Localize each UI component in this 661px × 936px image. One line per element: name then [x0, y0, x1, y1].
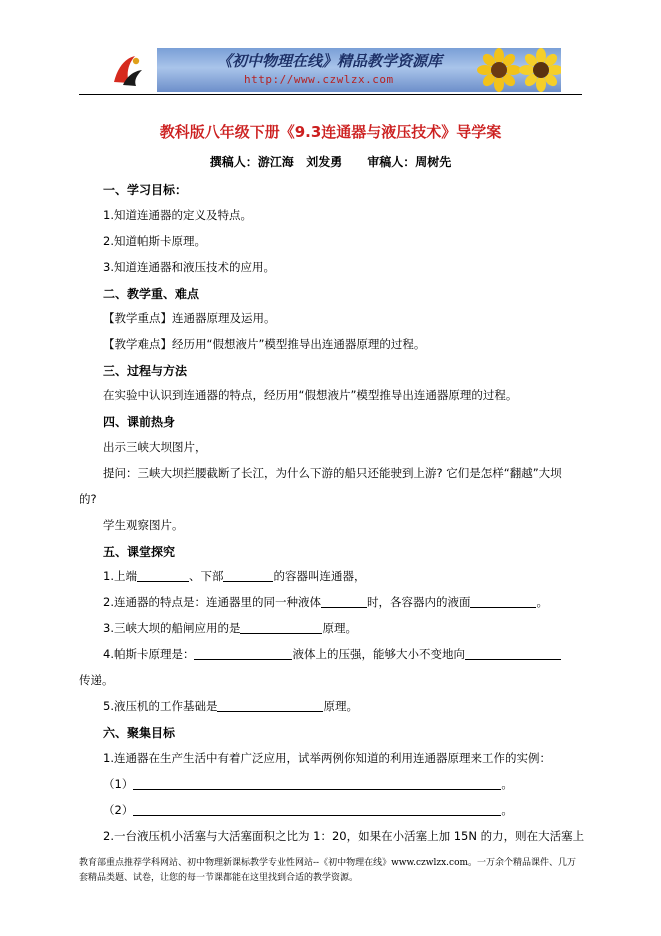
- question-4: [103, 646, 561, 662]
- question-text: 。: [536, 595, 548, 609]
- paragraph-continuation: 的?: [79, 492, 97, 506]
- question-text: 原理。: [322, 621, 357, 635]
- question-text: 、下部: [188, 569, 224, 583]
- paragraph: 出示三峡大坝图片，: [103, 440, 207, 454]
- question-2: [103, 594, 548, 610]
- task-1-answer-1: [103, 776, 513, 792]
- question-text: 液体上的压强，能够大小不变地向: [292, 647, 465, 661]
- task-2: 2.一台液压机小活塞与大活塞面积之比为 1：20，如果在小活塞上加 15N 的力，则在大活塞上: [103, 829, 585, 843]
- question-text: 5.液压机的工作基础是: [103, 699, 218, 713]
- fill-blank[interactable]: [194, 647, 292, 660]
- logo-icon: [109, 52, 145, 88]
- document-authors: 撰稿人：游江海 刘发勇 审稿人：周树先: [209, 155, 452, 169]
- banner-url: http://www.czwlzx.com: [244, 73, 394, 86]
- list-item: 3.知道连通器和液压技术的应用。: [103, 260, 275, 274]
- list-item: 1.知道连通器的定义及特点。: [103, 208, 252, 222]
- question-text: 原理。: [323, 699, 358, 713]
- answer-end: 。: [501, 777, 513, 791]
- question-1: [103, 568, 365, 584]
- question-text: 时，各容器内的液面: [366, 595, 471, 609]
- site-logo: [99, 48, 157, 92]
- fill-blank[interactable]: [217, 699, 323, 712]
- fill-blank[interactable]: [137, 569, 189, 582]
- fill-blank[interactable]: [240, 621, 322, 634]
- question-text: 的容器叫连通器，: [273, 569, 366, 583]
- question-3: [103, 620, 357, 636]
- fill-blank[interactable]: [470, 595, 536, 608]
- paragraph: 提问：三峡大坝拦腰截断了长江，为什么下游的船只还能驶到上游? 它们是怎样“翻越”大坝: [103, 466, 562, 480]
- teaching-difficulty: 【教学难点】经历用“假想液片”模型推导出连通器原理的过程。: [103, 337, 426, 351]
- header-rule: [79, 94, 582, 95]
- page-footer: 教育部重点推荐学科网站、初中物理新课标教学专业性网站--《初中物理在线》www.czwlzx.com。一万余个精品课件、几万套精品类题、试卷，让您的每一节课都能在这里找到合适的教学资源。: [79, 858, 577, 883]
- question-4-continuation: 传递。: [79, 673, 114, 687]
- section-heading: 一、学习目标：: [103, 183, 188, 197]
- question-text: 4.帕斯卡原理是：: [103, 647, 195, 661]
- question-text: 1.上端: [103, 569, 137, 583]
- task-1: 1.连通器在生产生活中有着广泛应用，试举两例你知道的利用连通器原理来工作的实例：: [103, 751, 551, 765]
- question-text: 2.连通器的特点是：连通器里的同一种液体: [103, 595, 321, 609]
- fill-blank[interactable]: [133, 777, 501, 790]
- list-item: 2.知道帕斯卡原理。: [103, 234, 206, 248]
- fill-blank[interactable]: [465, 647, 561, 660]
- fill-blank[interactable]: [133, 803, 501, 816]
- fill-blank[interactable]: [321, 595, 367, 608]
- task-1-answer-2: [103, 802, 513, 818]
- banner-title: 《初中物理在线》精品教学资源库: [217, 52, 443, 70]
- sunflower-icon: [517, 48, 561, 92]
- document-title: 教科版八年级下册《9.3连通器与液压技术》导学案: [159, 123, 502, 141]
- sunflower-icon: [475, 48, 523, 92]
- answer-label: （2）: [103, 803, 134, 817]
- paragraph: 学生观察图片。: [103, 518, 184, 532]
- question-5: [103, 698, 358, 714]
- header-banner: [99, 48, 561, 92]
- teaching-focus: 【教学重点】连通器原理及运用。: [103, 311, 276, 325]
- answer-label: （1）: [103, 777, 134, 791]
- section-heading: 六、聚集目标: [103, 726, 176, 740]
- section-heading: 四、课前热身: [103, 415, 176, 429]
- answer-end: 。: [501, 803, 513, 817]
- fill-blank[interactable]: [223, 569, 273, 582]
- question-text: 3.三峡大坝的船闸应用的是: [103, 621, 241, 635]
- section-heading: 五、课堂探究: [103, 545, 176, 559]
- section-heading: 三、过程与方法: [103, 364, 188, 378]
- paragraph: 在实验中认识到连通器的特点，经历用“假想液片”模型推导出连通器原理的过程。: [103, 388, 518, 402]
- section-heading: 二、教学重、难点: [103, 287, 200, 301]
